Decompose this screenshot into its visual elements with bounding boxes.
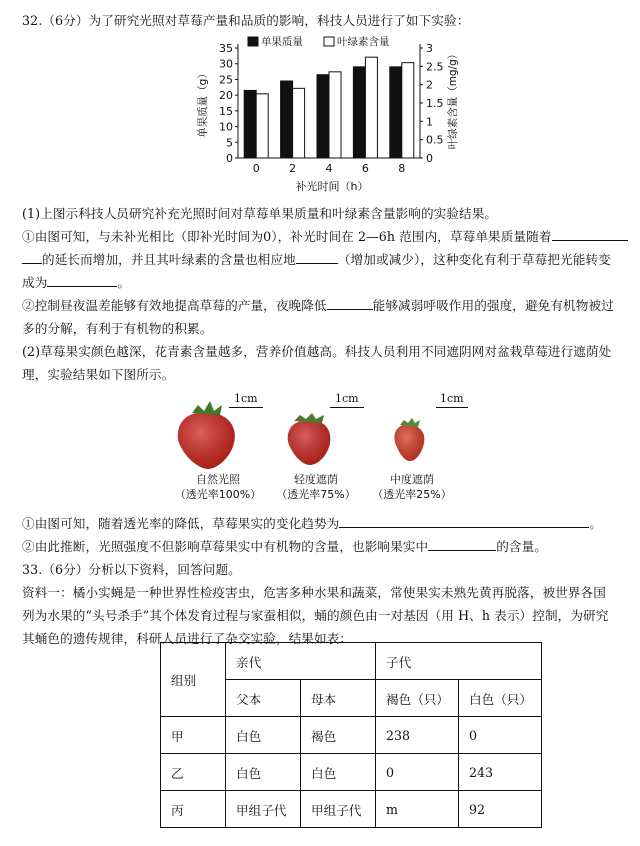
x-tick-label: 6 bbox=[361, 162, 369, 175]
cell-mother: 白色 bbox=[301, 754, 376, 791]
y-tick-label: 15 bbox=[219, 104, 233, 118]
y-tick-label: 35 bbox=[219, 42, 233, 55]
cell-brown: 238 bbox=[376, 717, 459, 754]
bar-fruit-mass bbox=[281, 81, 293, 158]
y2-tick-label: 3 bbox=[426, 42, 433, 55]
caption-light-shade bbox=[266, 472, 366, 502]
q32-p5-text-b: 。 bbox=[589, 516, 603, 531]
y-tick-label: 25 bbox=[219, 73, 233, 87]
table-header-row-1 bbox=[161, 643, 542, 680]
q32-p1: (1)上图示科技人员研究补充光照时间对草莓单果质量和叶绿素含量影响的实验结果。 bbox=[22, 206, 498, 221]
q32-p3-text-a: ②控制昼夜温差能够有效地提高草莓的产量，夜晚降低 bbox=[22, 298, 327, 313]
caption-2-rate: （透光率75%） bbox=[276, 488, 356, 501]
cell-father: 甲组子代 bbox=[226, 791, 301, 828]
q32-p2-text-e: 。 bbox=[117, 275, 131, 290]
cell-brown: 0 bbox=[376, 754, 459, 791]
header-white: 白色（只） bbox=[459, 680, 542, 717]
bar-chlorophyll bbox=[365, 57, 377, 158]
bar-chart bbox=[0, 0, 640, 200]
cell-group: 甲 bbox=[161, 717, 226, 754]
q32-p5 bbox=[22, 513, 602, 532]
answer-blank-6[interactable] bbox=[428, 538, 496, 551]
y2-tick-label: 1.5 bbox=[426, 97, 444, 110]
answer-blank-1[interactable] bbox=[552, 228, 628, 241]
legend-swatch-fruit-mass bbox=[248, 37, 258, 46]
answer-blank-2[interactable] bbox=[296, 251, 338, 264]
q32-p3-line1 bbox=[22, 295, 614, 314]
q32-p6-text-a: ②由此推断，光照强度不但影响草莓果实中有机物的含量，也影响果实中 bbox=[22, 539, 429, 554]
y-tick-label: 20 bbox=[219, 89, 233, 103]
y-axis-label: 单果质量（g） bbox=[197, 68, 209, 138]
x-tick-label: 4 bbox=[325, 162, 333, 175]
cell-brown: m bbox=[376, 791, 459, 828]
answer-blank-5[interactable] bbox=[339, 515, 589, 528]
bar-chlorophyll bbox=[402, 63, 414, 158]
answer-blank-3[interactable] bbox=[47, 274, 117, 287]
bar-fruit-mass bbox=[244, 90, 256, 158]
bar-fruit-mass bbox=[353, 67, 365, 158]
table-row bbox=[161, 717, 542, 754]
q32-p6-text-b: 的含量。 bbox=[496, 539, 547, 554]
y-tick-label: 5 bbox=[226, 136, 233, 150]
cell-group: 丙 bbox=[161, 791, 226, 828]
y-tick-label: 0 bbox=[226, 152, 233, 165]
header-mother: 母本 bbox=[301, 680, 376, 717]
x-tick-label: 8 bbox=[398, 162, 406, 175]
strawberry-natural-light bbox=[178, 401, 235, 469]
q32-p2-line1 bbox=[22, 226, 628, 245]
legend-label-fruit-mass: 单果质量 bbox=[261, 36, 303, 48]
q33-header: 33.（6分）分析以下资料，回答问题。 bbox=[22, 562, 241, 577]
cell-father: 白色 bbox=[226, 717, 301, 754]
q32-p3-line2: 多的分解，有利于有机物的积累。 bbox=[22, 321, 213, 336]
y2-tick-label: 0 bbox=[426, 152, 433, 165]
header-brown: 褐色（只） bbox=[376, 680, 459, 717]
q32-p4-line1: (2)草莓果实颜色越深，花青素含量越多，营养价值越高。科技人员利用不同遮阴网对盆栽草莓进行遮荫处 bbox=[22, 344, 612, 359]
cell-white: 0 bbox=[459, 717, 542, 754]
caption-3-name: 中度遮荫 bbox=[390, 473, 434, 486]
cell-group: 乙 bbox=[161, 754, 226, 791]
scale-label-3: 1cm bbox=[440, 392, 464, 405]
q32-p2-text-a: ①由图可知，与未补光相比（即补光时间为0），补光时间在 2—6h 范围内，草莓单果质量随着 bbox=[22, 229, 552, 244]
y-tick-label: 30 bbox=[219, 57, 233, 71]
table-row bbox=[161, 791, 542, 828]
answer-blank-1-cont[interactable] bbox=[22, 251, 42, 264]
q33-material-line2: 列为水果的“头号杀手”其个体发育过程与家蚕相似，蛹的颜色由一对基因（用 H、h 表示）控制，为研究 bbox=[22, 608, 609, 623]
caption-2-name: 轻度遮荫 bbox=[294, 473, 338, 486]
strawberry-2-leaves bbox=[294, 413, 324, 423]
y2-tick-label: 0.5 bbox=[426, 133, 444, 147]
y-tick-label: 10 bbox=[219, 120, 233, 134]
q32-p4-line2: 理，实验结果如下图所示。 bbox=[22, 367, 175, 382]
strawberry-medium-shade bbox=[395, 418, 425, 461]
caption-1-rate: （透光率100%） bbox=[174, 488, 262, 501]
y2-tick-label: 1 bbox=[426, 115, 433, 129]
header-father: 父本 bbox=[226, 680, 301, 717]
legend-swatch-chlorophyll bbox=[324, 37, 334, 46]
q32-header: 32.（6分）为了研究光照对草莓产量和品质的影响，科技人员进行了如下实验： bbox=[22, 13, 470, 28]
answer-blank-4[interactable] bbox=[327, 297, 373, 310]
bar-chlorophyll bbox=[256, 94, 268, 158]
cell-father: 白色 bbox=[226, 754, 301, 791]
q32-p5-text-a: ①由图可知，随着透光率的降低，草莓果实的变化趋势为 bbox=[22, 516, 340, 531]
bar-fruit-mass bbox=[317, 75, 329, 158]
caption-medium-shade bbox=[362, 472, 462, 502]
header-parent: 亲代 bbox=[226, 643, 376, 680]
strawberry-light-shade bbox=[288, 413, 331, 465]
scale-label-1: 1cm bbox=[234, 392, 258, 405]
bar-fruit-mass bbox=[390, 67, 402, 158]
q32-p2-text-b: 的延长而增加，并且其叶绿素的含量也相应地 bbox=[42, 252, 296, 267]
cell-white: 92 bbox=[459, 791, 542, 828]
header-group: 组别 bbox=[161, 643, 226, 717]
y2-axis-label: 叶绿素含量（mg/g） bbox=[447, 48, 459, 150]
cross-experiment-table bbox=[160, 642, 542, 828]
y2-tick-label: 2 bbox=[426, 78, 433, 92]
x-tick-label: 0 bbox=[252, 162, 260, 175]
caption-natural-light bbox=[168, 472, 268, 502]
header-offspring: 子代 bbox=[376, 643, 542, 680]
caption-1-name: 自然光照 bbox=[196, 473, 240, 486]
x-axis-label: 补光时间（h） bbox=[295, 180, 369, 193]
q32-p3-text-b: 能够减弱呼吸作用的强度，避免有机物被过 bbox=[372, 298, 614, 313]
cell-white: 243 bbox=[459, 754, 542, 791]
q32-p6 bbox=[22, 536, 547, 555]
q33-material-line1: 资料一：橘小实蝇是一种世界性检疫害虫，危害多种水果和蔬菜，常使果实未熟先黄再脱落，被世界各国 bbox=[22, 585, 606, 600]
scale-label-2: 1cm bbox=[335, 392, 359, 405]
x-tick-label: 2 bbox=[289, 162, 297, 175]
bar-chlorophyll bbox=[329, 72, 341, 158]
cell-mother: 甲组子代 bbox=[301, 791, 376, 828]
y2-tick-label: 2.5 bbox=[426, 60, 444, 74]
strawberry-1-leaves bbox=[192, 401, 222, 415]
q32-p2-text-c: （增加或减少），这种变化有利于草莓把光能转变 bbox=[337, 252, 611, 267]
q32-p2-text-d: 成为 bbox=[22, 275, 48, 290]
caption-3-rate: （透光率25%） bbox=[372, 488, 452, 501]
q32-p2-line2 bbox=[22, 249, 611, 268]
bar-chlorophyll bbox=[293, 88, 305, 158]
table-row bbox=[161, 754, 542, 791]
q32-p2-line3 bbox=[22, 272, 130, 291]
legend-label-chlorophyll: 叶绿素含量 bbox=[337, 36, 390, 48]
strawberry-figure bbox=[0, 395, 640, 475]
q33-material-line3: 其蛹色的遗传规律，科研人员进行了杂交实验，结果如表： bbox=[22, 631, 353, 646]
cell-mother: 褐色 bbox=[301, 717, 376, 754]
